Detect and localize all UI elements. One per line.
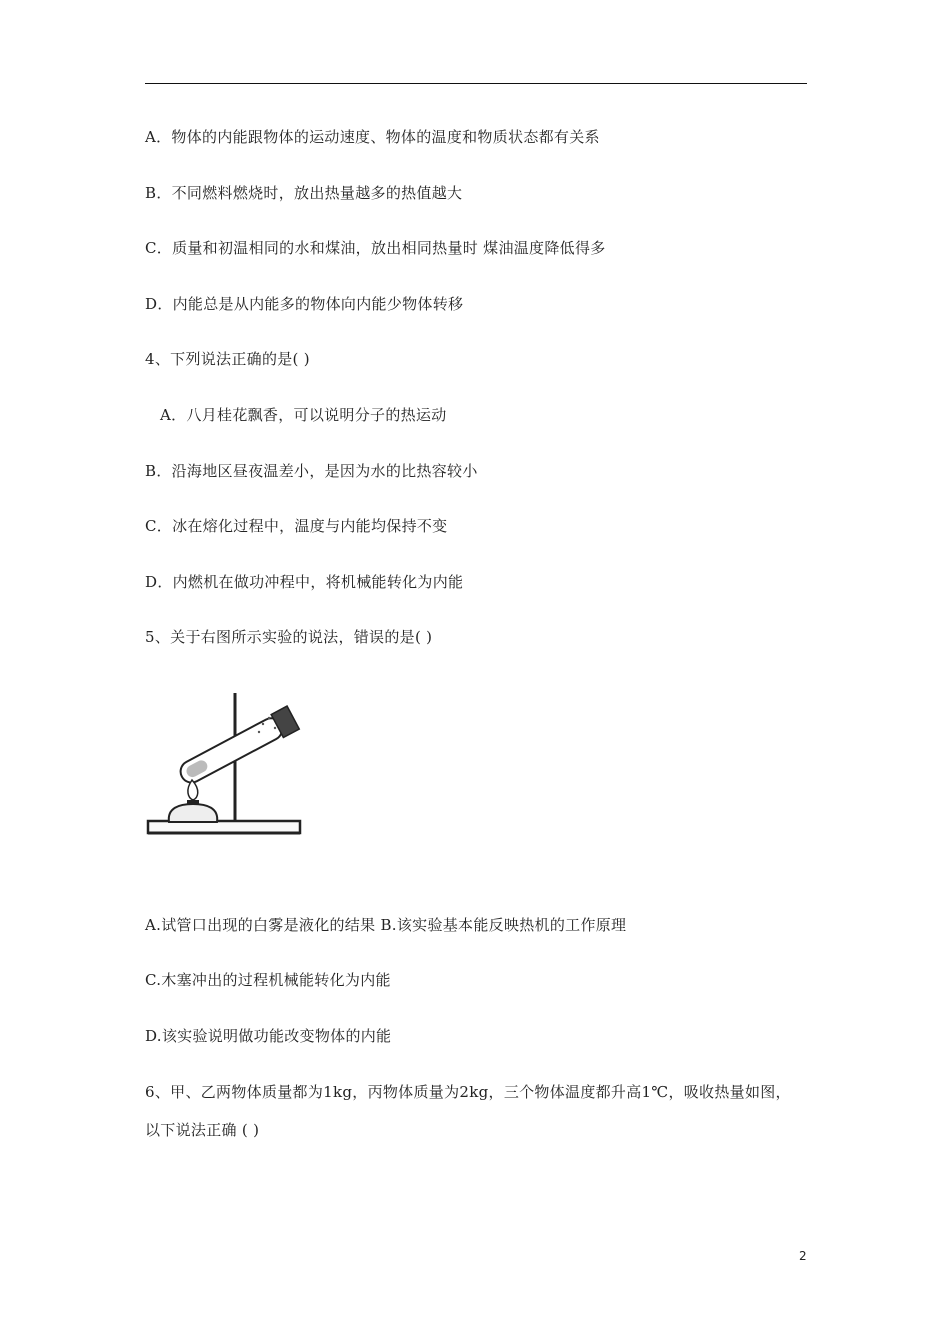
question-6-line1: 6、甲、乙两物体质量都为1kg，丙物体质量为2kg，三个物体温度都升高1℃，吸收热量如图， (145, 1083, 791, 1101)
q4-option-d: D．内燃机在做功冲程中，将机械能转化为内能 (145, 573, 464, 591)
q3-option-c: C．质量和初温相同的水和煤油，放出相同热量时 煤油温度降低得多 (145, 239, 606, 257)
header-rule (145, 83, 807, 84)
q4-option-b: B．沿海地区昼夜温差小，是因为水的比热容较小 (145, 462, 478, 480)
question-6-line2: 以下说法正确 ( ) (145, 1121, 260, 1139)
q4-option-a: A．八月桂花飘香，可以说明分子的热运动 (160, 406, 447, 424)
test-tube-experiment-figure (145, 688, 305, 863)
q3-option-d: D．内能总是从内能多的物体向内能少物体转移 (145, 295, 464, 313)
question-5: 5、关于右图所示实验的说法，错误的是( ) (145, 628, 433, 646)
q5-option-d: D.该实验说明做功能改变物体的内能 (145, 1027, 392, 1045)
question-4: 4、下列说法正确的是( ) (145, 350, 310, 368)
q3-option-b: B．不同燃料燃烧时，放出热量越多的热值越大 (145, 184, 463, 202)
q4-option-c: C．冰在熔化过程中，温度与内能均保持不变 (145, 517, 448, 535)
page-number: 2 (799, 1249, 807, 1263)
q5-options-a-b: A.试管口出现的白雾是液化的结果 B.该实验基本能反映热机的工作原理 (145, 916, 627, 934)
q5-option-c: C.木塞冲出的过程机械能转化为内能 (145, 971, 391, 989)
q3-option-a: A．物体的内能跟物体的运动速度、物体的温度和物质状态都有关系 (145, 128, 600, 146)
